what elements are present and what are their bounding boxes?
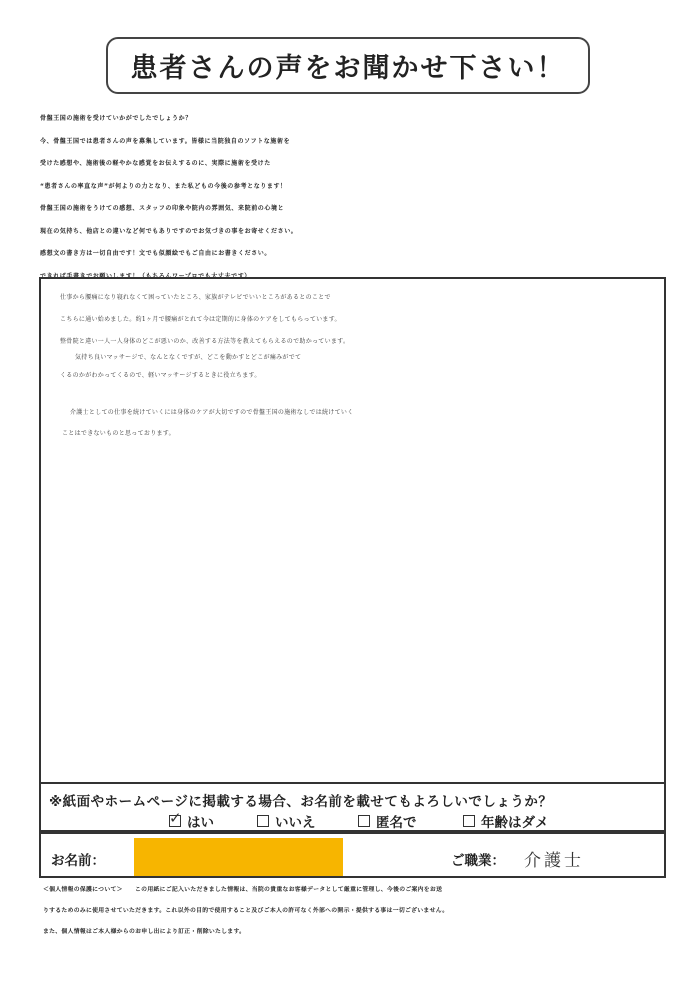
option-label: はい	[187, 815, 214, 831]
option-label: いいえ	[275, 815, 316, 831]
page-title: 患者さんの声をお聞かせ下さい！	[106, 37, 590, 94]
checkbox-icon[interactable]	[463, 815, 475, 827]
option-yes[interactable]	[169, 811, 214, 831]
intro-text	[40, 108, 670, 288]
consent-section	[39, 782, 666, 832]
handwritten-line: 介護士としての仕事を続けていくには身体のケアが大切ですので骨盤王国の施術なしでは続けていく	[70, 409, 354, 416]
occupation-label: ご職業：	[451, 853, 505, 869]
intro-line: 骨盤王国の施術をうけての感想、スタッフの印象や院内の雰囲気、来院前の心境と	[40, 205, 285, 212]
checkbox-icon[interactable]	[257, 815, 269, 827]
checkbox-checked-icon[interactable]: ✓	[169, 809, 182, 827]
option-anonymous[interactable]	[358, 811, 417, 831]
name-section	[39, 832, 666, 878]
footer-line: また、個人情報はご本人様からのお申し出により訂正・削除いたします。	[43, 929, 246, 935]
name-redaction	[134, 838, 343, 876]
handwritten-line: ことはできないものと思っております。	[62, 430, 175, 437]
handwritten-line: こちらに通い始めました。約1ヶ月で腰痛がとれて今は定期的に身体のケアをしてもらっています。	[60, 316, 341, 323]
footer-line: りするためのみに使用させていただきます。これ以外の目的で使用すること及びご本人の許可なく外部への開示・提供する事は一切ございません。	[43, 908, 449, 914]
intro-line: 今、骨盤王国では患者さんの声を募集しています。皆様に当院独自のソフトな施術を	[40, 137, 291, 145]
intro-line: 感想文の書き方は一切自由です！文でも似顔絵でもご自由にお書きください。	[40, 250, 272, 257]
name-label: お名前：	[51, 853, 105, 869]
option-no[interactable]	[257, 811, 316, 831]
intro-line: 現在の気持ち、他店との違いなど何でもありですのでお気づきの事をお寄せください。	[40, 227, 298, 235]
handwritten-line: 仕事から腰痛になり寝れなくて困っていたところ、家族がテレビでいいところがあるとのことで	[60, 294, 331, 301]
intro-line: 骨盤王国の施術を受けていかがでしたでしょうか？	[40, 115, 192, 122]
intro-line: できれば手書きでお願いします！（もちろんワープロでも大丈夫です）	[40, 272, 251, 280]
handwritten-line: 整骨院と違い一人一人身体のどこが悪いのか、改善する方法等を教えてもらえるので助かっています。	[60, 338, 350, 345]
option-label: 年齢はダメ	[481, 815, 549, 831]
option-no-age[interactable]	[463, 811, 549, 831]
intro-line: 受けた感想や、施術後の軽やかな感覚をお伝えするのに、実際に施術を受けた	[40, 160, 271, 167]
footer-line: ＜個人情報の保護について＞ この用紙にご記入いただきました情報は、当院の貴重なお客様データとして厳重に管理し、今後のご案内をお送	[43, 887, 443, 893]
handwritten-line: くるのかがわかってくるので、軽いマッサージするときに役立ちます。	[60, 372, 261, 379]
occupation-value: 介護士	[524, 851, 584, 871]
intro-line: “患者さんの率直な声”が何よりの力となり、また私どもの今後の参考となります！	[40, 182, 287, 190]
handwritten-line: 気持ち良いマッサージで、なんとなくですが、どこを動かすとどこが痛みがでて	[75, 354, 302, 361]
consent-question: ※紙面やホームページに掲載する場合、お名前を載せてもよろしいでしょうか？	[49, 794, 553, 810]
option-label: 匿名で	[376, 815, 417, 831]
privacy-notice	[43, 880, 668, 943]
checkbox-icon[interactable]	[358, 815, 370, 827]
